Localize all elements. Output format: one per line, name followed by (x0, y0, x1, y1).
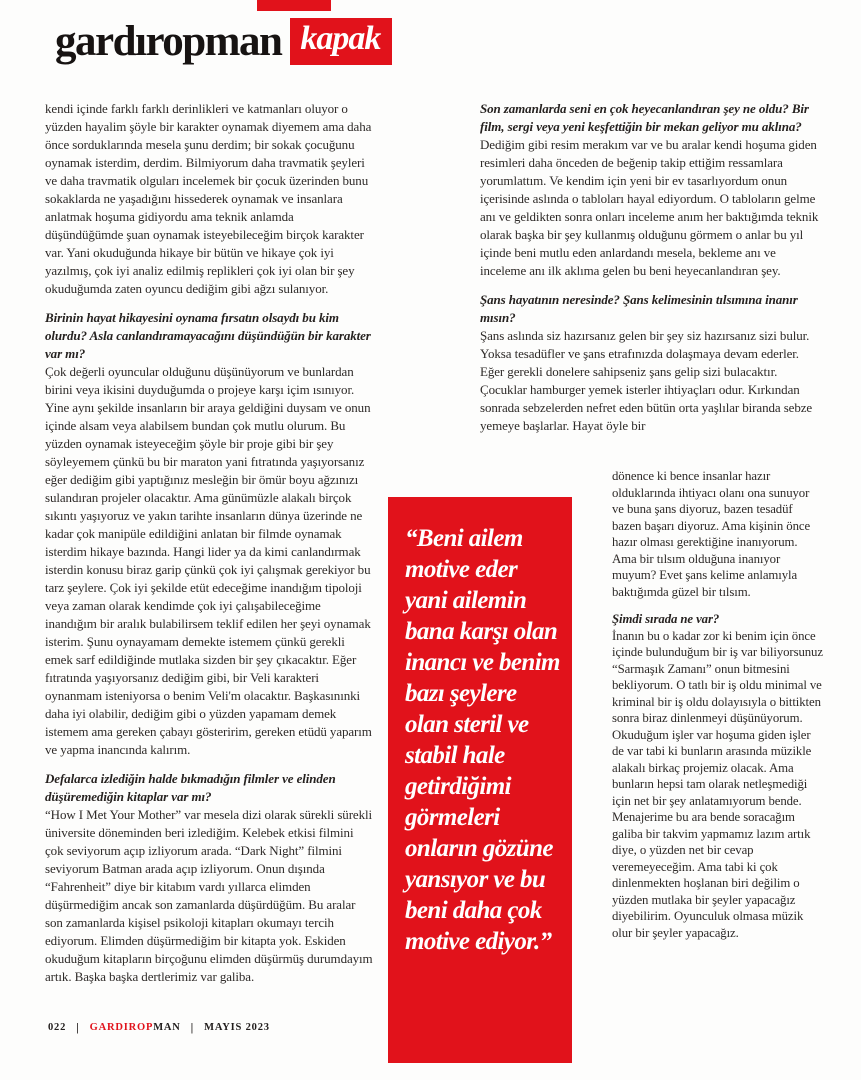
question-heading: Birinin hayat hikayesini oynama fırsatın olsaydı bu kim olurdu? Asla canlandıramayacağını düşündüğün bir karakter var mı? (45, 310, 371, 361)
answer-paragraph: İnanın bu o kadar zor ki benim için önce içinde bulunduğum bir iş var biliyorsunuz “Sarmaşık Zamanı” onun bitmesini bekliyorum. O tatlı bir iş oldu minimal ve kriminal bir iş oldu dolayısıyla o bittikten sonra biraz dinlenmeyi düşünüyorum. Okuduğum işler var hoşuma giden işler de var tabi ki bunların arasında müzikle alakalı birkaç projemiz olacak. Ama bunların hepsi tam olarak netleşmediği için net bir şey anlatamıyorum bende. Menajerime bu ara bende soracağım galiba bir takvim yapmamız lazım artık diye, o yüzden net bir cevap veremeyeceğim. Ama tabi ki çok dinlenmekten hoşlanan biri değilim o yüzden mutlaka bir şeyler yapacağız diyebilirim. Oyunculuk olmasa müzik olur bir şeyler yapacağız. (612, 628, 823, 940)
right-column-wide (480, 100, 821, 435)
footer-page-number: 022 (48, 1022, 67, 1033)
right-column-narrow (612, 468, 823, 941)
brand-title: gardıropman (55, 18, 282, 65)
left-column (45, 100, 373, 986)
question-heading: Şimdi sırada ne var? (612, 612, 720, 626)
answer-paragraph: “How I Met Your Mother” var mesela dizi olarak sürekli sürekli üniversite döneminden beri izlediğim. Kelebek etkisi filmini çok seviyorum açıp izliyorum arada. “Dark Night” filmini seviyorum Batman arada açıp izliyorum. Onun dışında “Fahrenheit” diye bir kitabım vardı yıllarca elimden düşürmediğim ancak son zamanlarda düşürdüğüm. Bu aralar son zamanlarda kişisel psikoloji kitapları okumayı tercih ediyorum. Elimden düşürmediğim bir kitapta yok. Eskiden okuduğum kitapların birçoğunu elimden düşürmüş durumdayım artık. Başka başka dertlerimiz var galiba. (45, 807, 373, 984)
answer-paragraph: Şans aslında siz hazırsanız gelen bir şey siz hazırsanız sizi bulur. Yoksa tesadüfler ve şans etrafınızda dolaşmaya devam ederler. Eğer gerekli donelere sahipseniz şans gelip sizi bulacaktır. Çocuklar hamburger yemek isterler ihtiyaçları odur. Kırkından sonrada sebzelerden nefret eden bütün orta yaşlılar biranda sebze yemeye başlarlar. Hayat öyle bir (480, 328, 813, 433)
footer-issue: MAYIS 2023 (204, 1022, 270, 1033)
footer-separator: | (76, 1020, 80, 1034)
pull-quote-box (388, 497, 572, 1063)
question-heading: Şans hayatının neresinde? Şans kelimesinin tılsımına inanır mısın? (480, 292, 798, 325)
section-badge-label: kapak (300, 20, 381, 57)
masthead (55, 18, 392, 65)
footer-brand (90, 1022, 181, 1033)
footer-brand-rest: MAN (153, 1022, 181, 1033)
footer-brand-highlight: GARDIROP (89, 1022, 154, 1033)
answer-paragraph: Çok değerli oyuncular olduğunu düşünüyorum ve bunlardan birini veya ikisini duyduğumda o projeye karşı içim ısınıyor. Yine aynı şekilde insanların bir araya geldiğini duysam ve onun içinde alsam veya alabilsem bundan çok mutlu olurum. Bu yüzden oynamak isteyeceğim şöyle bir proje gibi bir şey söyleyemem çünkü bu bir maraton yani fıtratında yaşıyorsanız eğer dediğim gibi yaptığınız mesleğin bir ömür boyu ağzınızı sulandıran projeler olacaktır. Ama günümüzle alakalı birçok sıkıntı yaşıyoruz ve yakın tarihte insanların dünya üzerinde ne kadar çok manipüle edildiğini anlatan bir filmde oynamak isterdim hikaye bazında. Hangi lider ya da kimi canlandırmak isterdin konusu biraz garip çünkü çok iyi çalışmak gerekiyor bu tarz şeylere. Çok iyi şekilde etüt edeceğime inandığım tipoloji veya zaman olarak kendimde çok iyi çalışabileceğime inandığım bir aralık bulabilirsem teklif edilen her şeyi oynamak isterim. Şunu oynayamam demekte istemem çünkü gerekli emek sarf edildiğinde mutlaka sizden bir şey çıkacaktır. Eğer fıtratında yaşıyorsanız dediğim gibi, bir Veli karakteri oynanmam isteniyorsa o benim Veli'm olacaktır. Başkasınınki daha iyi olabilir, dediğim gibi o yüzden yapamam demek istemem ama gereken çabayı gösteririm, gereken etüdü yaparım ve yapma inancında kalırım. (45, 364, 372, 757)
page-footer (48, 1020, 270, 1035)
intro-paragraph: kendi içinde farklı farklı derinlikleri ve katmanları oluyor o yüzden hayalim şöyle bir karakter oynamak diyemem ama daha önce sorduklarında mesela şunu derdim; bir sokak çocuğunu oynamak isterdim, derdim. Bilmiyorum daha travmatik şeyleri ve daha travmatik olguları incelemek bir çocuk üzerinden bunu sokaklarda ne yaşadığını hissederek oynamak ve insanlara anlatmak hoşuma gidiyordu ama teknik anlamda düşündüğümde şuan oynamak isteyebileceğim birçok karakter var. Yani okuduğunda hikaye bir bütün ve hikaye çok iyi yazılmış, çok iyi analiz edilmiş replikleri çok iyi olan bir şey okuduğumda zaten oyuncu dediğim gibi ağzı sulanıyor. (45, 101, 372, 296)
answer-paragraph-continued: dönence ki bence insanlar hazır olduklarında ihtiyacı olanı ona sunuyor ve buna şans diyoruz, bazen tesadüf bazen başarı diyoruz. Ama kişinin önce hazır olması gerektiğine inanıyorum. Ama bir tılsım olduğuna inanıyor muyum? Evet şans kelime anlamıyla baktığımda güzel bir tılsım. (612, 469, 811, 599)
question-heading: Son zamanlarda seni en çok heyecanlandıran şey ne oldu? Bir film, sergi veya yeni keşfettiğin bir mekan geliyor mu aklına? (480, 101, 809, 134)
footer-separator: | (190, 1020, 195, 1034)
top-red-strip (257, 0, 331, 11)
question-heading: Defalarca izlediğin halde bıkmadığın filmler ve elinden düşüremediğin kitaplar var mı? (45, 771, 336, 804)
pull-quote-text: “Beni ailem motive eder yani ailemin bana karşı olan inancı ve benim bazı şeylere olan steril ve stabil hale getirdiğimi görmeleri onların gözüne yansıyor ve bu beni daha çok motive ediyor.” (405, 525, 560, 955)
answer-paragraph: Dediğim gibi resim merakım var ve bu aralar kendi hoşuma giden resimleri daha önceden de beğenip takip ettiğim ressamlara yorumlattım. Ve kendim için yeni bir ev tasarlıyordum onun içerisinde aslında o tabloları hayal ediyordum. O tabloların gelme anı ve geldikten sonra onları inceleme anım her baktığımda teknik olarak başka bir şey kullanmış olduğunu görmem o anlar bu yıl içinde beni mutlu eden anlardandı mesela, bekleme anı ve inceleme anı ilk aklıma gelen bu beni heyecanlandıran şey. (480, 137, 819, 278)
section-badge (290, 18, 392, 65)
